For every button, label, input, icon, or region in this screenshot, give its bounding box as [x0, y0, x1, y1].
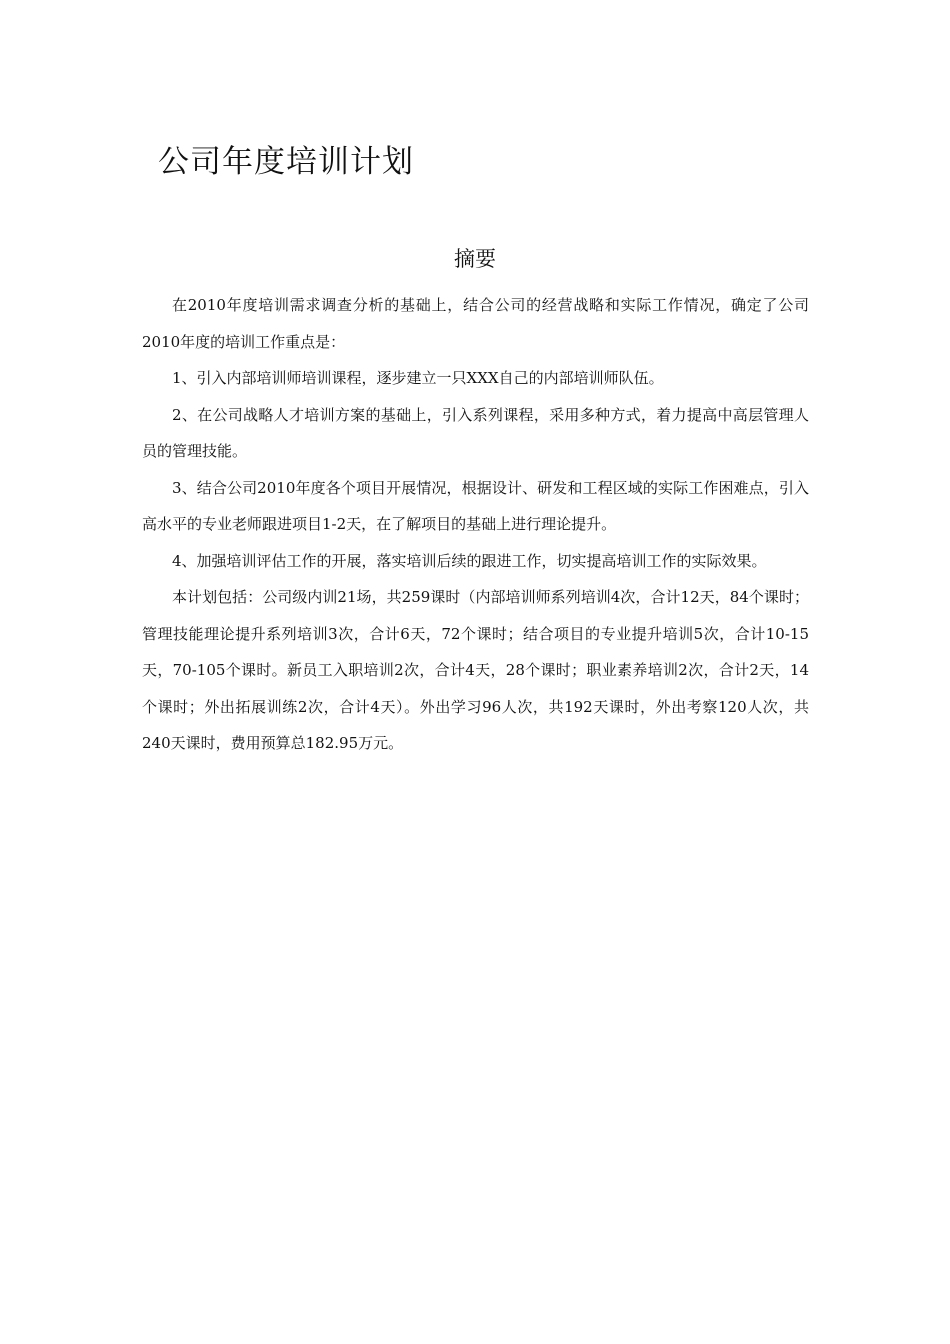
- paragraph-point-4: 4、加强培训评估工作的开展，落实培训后续的跟进工作，切实提高培训工作的实际效果。: [172, 551, 767, 570]
- paragraph-point-1: 1、引入内部培训师培训课程，逐步建立一只XXX自己的内部培训师队伍。: [172, 369, 664, 387]
- document-title: 公司年度培训计划: [158, 144, 414, 180]
- paragraph-point-3: 3、结合公司2010年度各个项目开展情况，根据设计、研发和工程区域的实际工作困难点，引入高水平的专业老师跟进项目1-2天，在了解项目的基础上进行理论提升。: [142, 478, 809, 533]
- paragraph-intro: 在2010年度培训需求调查分析的基础上，结合公司的经营战略和实际工作情况，确定了公司2010年度的培训工作重点是：: [142, 296, 809, 351]
- abstract-heading: 摘要: [454, 247, 496, 271]
- paragraph-plan-summary: 本计划包括：公司级内训21场，共259课时（内部培训师系列培训4次，合计12天，84个课时；管理技能理论提升系列培训3次，合计6天，72个课时；结合项目的专业提升培训5次，合计10-15天，70-105个课时。新员工入职培训2次，合计4天，28个课时；职业素养培训2次，合计2天，14个课时；外出拓展训练2次，合计4天）。外出学习96人次，共192天课时，外出考察120人次，共240天课时，费用预算总182.95万元。: [142, 588, 809, 752]
- abstract-body: [142, 287, 809, 762]
- paragraph-point-2: 2、在公司战略人才培训方案的基础上，引入系列课程，采用多种方式，着力提高中高层管理人员的管理技能。: [142, 405, 809, 460]
